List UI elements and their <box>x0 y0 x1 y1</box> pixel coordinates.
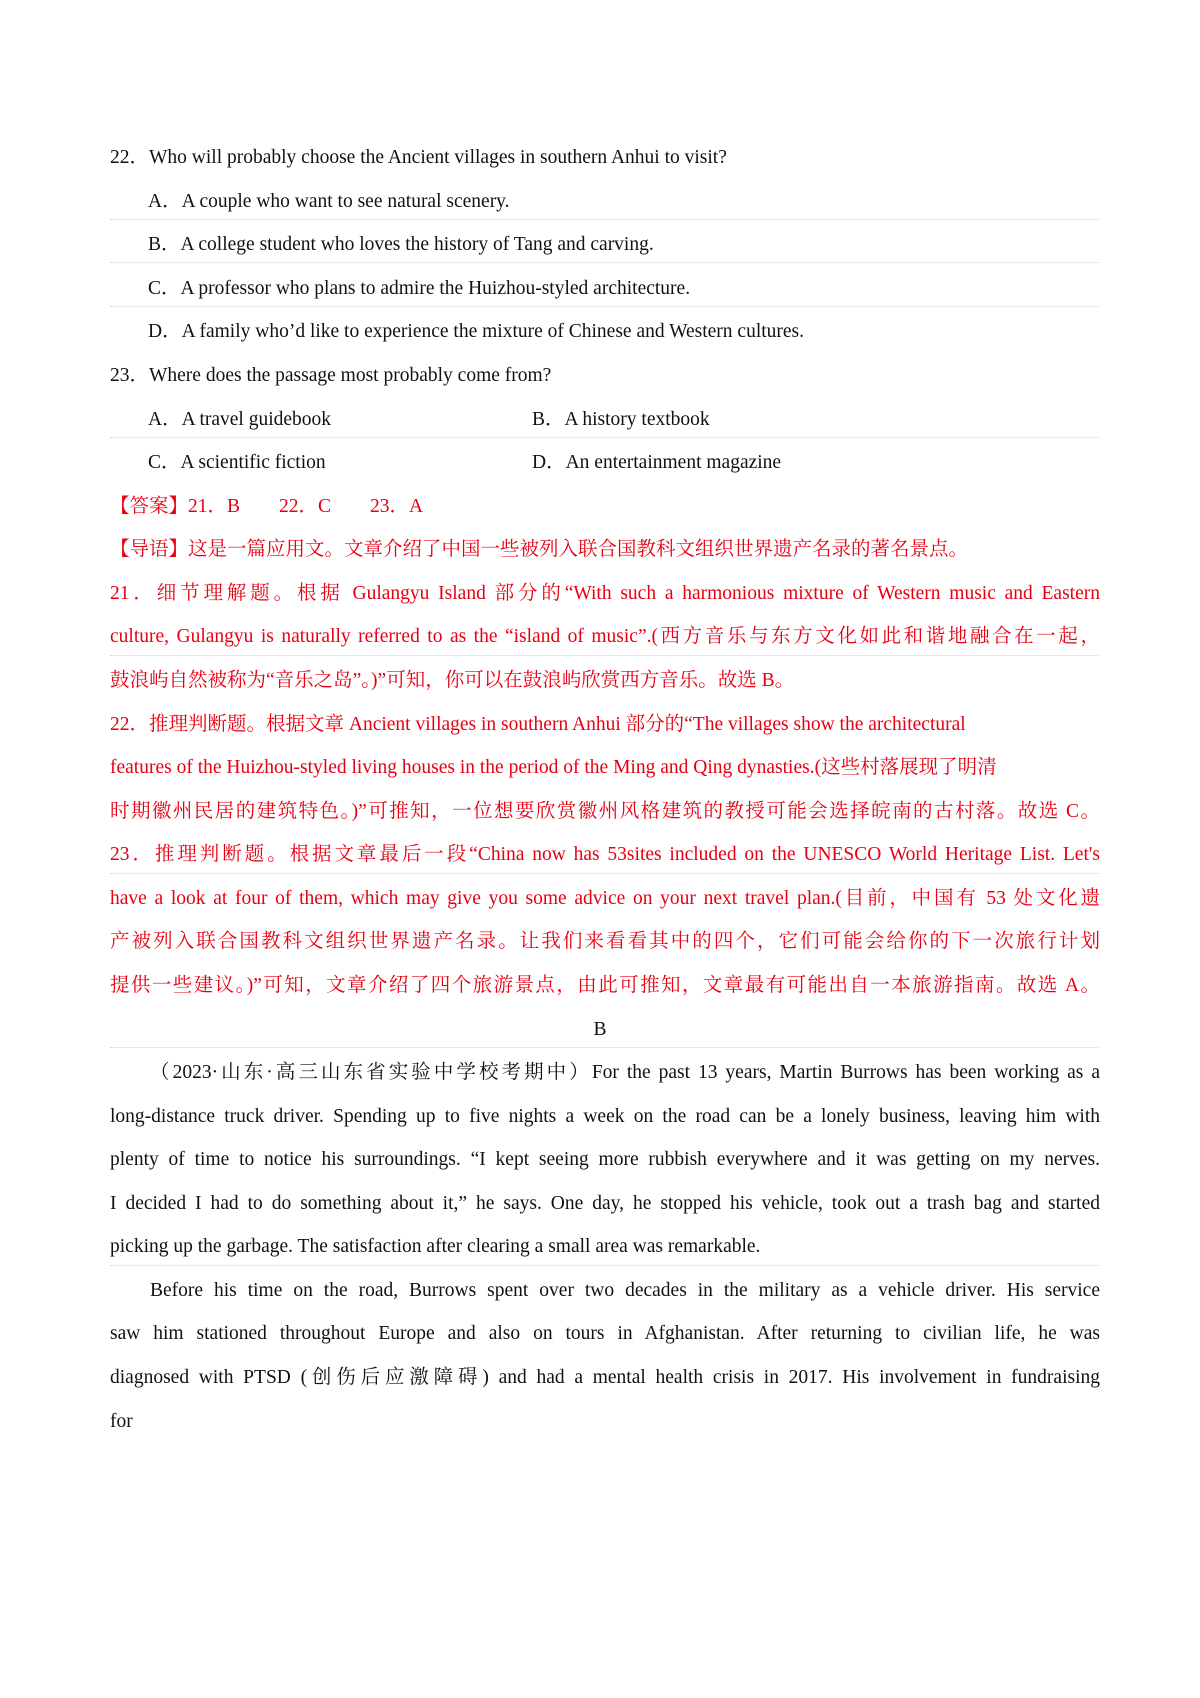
paragraph-1-line: I decided I had to do something about it,” he says. One day, he stopped his vehicle, took out a trash bag and started <box>110 1193 1100 1214</box>
paragraph-2-line: diagnosed with PTSD (创伤后应激障碍) and had a mental health crisis in 2017. His involvement in fundraising <box>110 1367 1100 1388</box>
passage-intro: 【导语】这是一篇应用文。文章介绍了中国一些被列入联合国教科文组织世界遗产名录的著名景点。 <box>110 539 969 560</box>
divider <box>110 655 1100 656</box>
q22-option-c: C．A professor who plans to admire the Huizhou-styled architecture. <box>148 278 691 299</box>
question-23-stem: 23．Where does the passage most probably come from? <box>110 365 552 386</box>
explanation-23-line: 产被列入联合国教科文组织世界遗产名录。让我们来看看其中的四个，它们可能会给你的下一次旅行计划 <box>110 931 1100 952</box>
q23-option-a: A．A travel guidebook <box>148 409 332 430</box>
explanation-21-line: 鼓浪屿自然被称为“音乐之岛”。)”可知，你可以在鼓浪屿欣赏西方音乐。故选 B。 <box>110 670 795 691</box>
answer-key: 【答案】21．B 22．C 23．A <box>110 496 424 517</box>
q22-option-b: B．A college student who loves the history of Tang and carving. <box>148 234 654 255</box>
q23-option-d: D．An entertainment magazine <box>532 452 782 473</box>
explanation-21-line: 21．细节理解题。根据 Gulangyu Island 部分的“With such a harmonious mixture of Western music and Eastern <box>110 583 1100 604</box>
explanation-22-line: 时期徽州民居的建筑特色。)”可推知，一位想要欣赏徽州风格建筑的教授可能会选择皖南的古村落。故选 C。 <box>110 801 1100 822</box>
explanation-23-line: 提供一些建议。)”可知，文章介绍了四个旅游景点，由此可推知，文章最有可能出自一本旅游指南。故选 A。 <box>110 975 1100 996</box>
paragraph-2-line: for <box>110 1411 133 1432</box>
explanation-23-line: have a look at four of them, which may give you some advice on your next travel plan.(目前，中国有 53 处文化遗 <box>110 888 1100 909</box>
divider <box>110 306 1100 307</box>
paragraph-2-line: Before his time on the road, Burrows spent over two decades in the military as a vehicle driver. His service <box>150 1280 1100 1301</box>
q23-option-b: B．A history textbook <box>532 409 710 430</box>
paragraph-1-line: picking up the garbage. The satisfaction after clearing a small area was remarkable. <box>110 1236 761 1257</box>
section-heading: B <box>593 1019 607 1040</box>
paragraph-1-line: （2023·山东·高三山东省实验中学校考期中）For the past 13 years, Martin Burrows has been working as a <box>150 1062 1100 1083</box>
divider <box>110 262 1100 263</box>
q23-option-c: C．A scientific fiction <box>148 452 326 473</box>
question-22-stem: 22．Who will probably choose the Ancient villages in southern Anhui to visit? <box>110 147 727 168</box>
explanation-22-line: 22．推理判断题。根据文章 Ancient villages in southern Anhui 部分的“The villages show the architectural <box>110 714 966 735</box>
explanation-21-line: culture, Gulangyu is naturally referred to as the “island of music”.(西方音乐与东方文化如此和谐地融合在一起， <box>110 626 1100 647</box>
divider <box>110 873 1100 874</box>
divider <box>110 1265 1100 1266</box>
q22-option-a: A．A couple who want to see natural scenery. <box>148 191 510 212</box>
explanation-22-line: features of the Huizhou-styled living houses in the period of the Ming and Qing dynasties.(这些村落展现了明清 <box>110 757 997 778</box>
paragraph-1-line: plenty of time to notice his surroundings. “I kept seeing more rubbish everywhere and it was getting on my nerves. <box>110 1149 1100 1170</box>
explanation-23-line: 23．推理判断题。根据文章最后一段“China now has 53sites included on the UNESCO World Heritage List. Let's <box>110 844 1100 865</box>
paragraph-2-line: saw him stationed throughout Europe and also on tours in Afghanistan. After returning to civilian life, he was <box>110 1323 1100 1344</box>
q22-option-d: D．A family who’d like to experience the mixture of Chinese and Western cultures. <box>148 321 805 342</box>
divider <box>110 1047 1100 1048</box>
divider <box>110 437 1100 438</box>
divider <box>110 219 1100 220</box>
paragraph-1-line: long-distance truck driver. Spending up to five nights a week on the road can be a lonely business, leaving him with <box>110 1106 1100 1127</box>
